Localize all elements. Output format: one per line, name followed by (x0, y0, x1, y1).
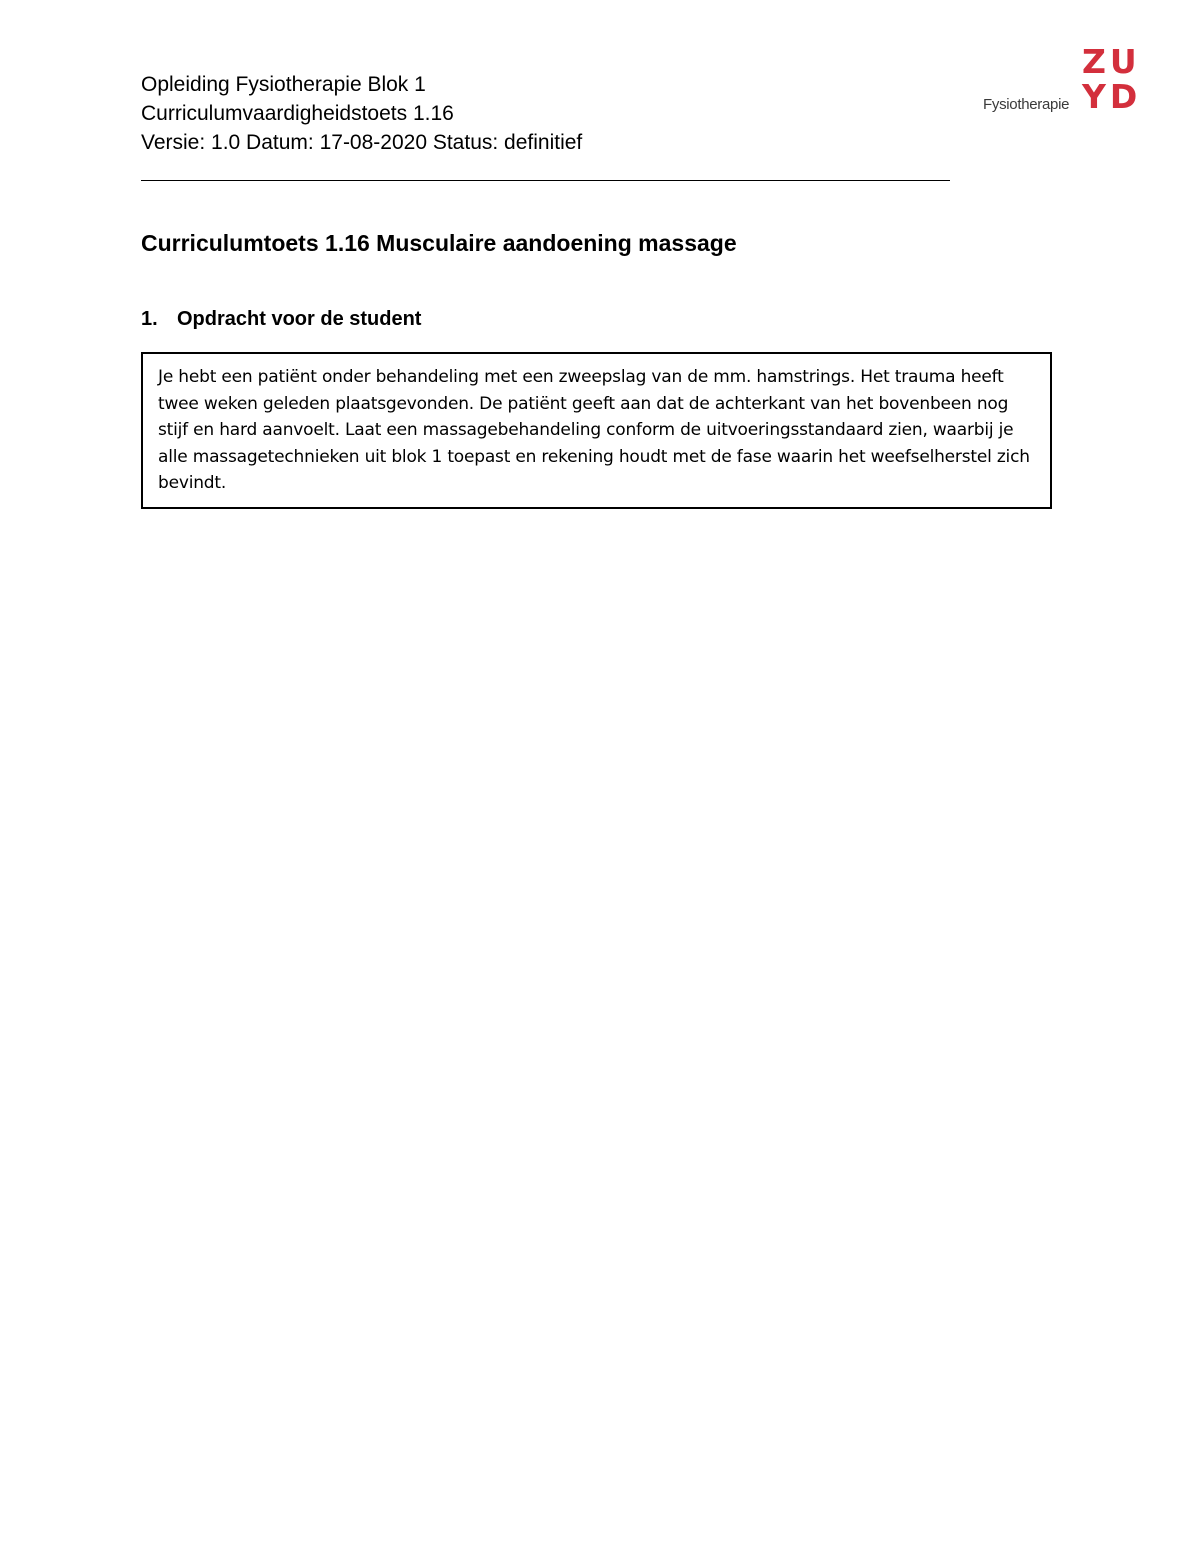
assignment-box (141, 352, 1052, 509)
logo-mark-bottom: YD (1082, 77, 1142, 116)
logo-subtitle: Fysiotherapie (983, 96, 1070, 113)
document-header (141, 70, 961, 157)
zuyd-logo (980, 44, 1140, 120)
section-heading-text: Opdracht voor de student (177, 308, 422, 330)
logo-mark-top: ZU (1082, 42, 1141, 81)
version-line: Versie: 1.0 Datum: 17-08-2020 Status: definitief (141, 131, 583, 154)
header-divider (141, 180, 950, 181)
section-heading (141, 308, 421, 331)
test-name-line: Curriculumvaardigheidstoets 1.16 (141, 102, 454, 125)
program-line: Opleiding Fysiotherapie Blok 1 (141, 73, 426, 96)
document-title: Curriculumtoets 1.16 Musculaire aandoening massage (141, 230, 737, 256)
section-number: 1. (141, 308, 158, 330)
logo-mark (1082, 42, 1142, 116)
assignment-text: Je hebt een patiënt onder behandeling met een zweepslag van de mm. hamstrings. Het trauma heeft twee weken geleden plaatsgevonden. De patiënt geeft aan dat de achterkant van het bovenbeen nog stijf en hard aanvoelt. Laat een massagebehandeling conform de uitvoeringsstandaard zien, waarbij je alle massagetechnieken uit blok 1 toepast en rekening houdt met de fase waarin het weefselherstel zich bevindt. (158, 367, 1030, 493)
